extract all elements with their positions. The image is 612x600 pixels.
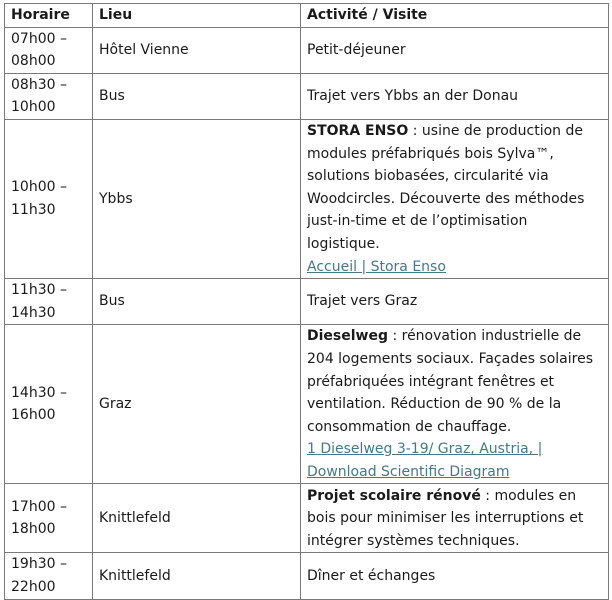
activite-cell: Dîner et échanges	[301, 553, 609, 599]
time-cell: 07h00 – 08h00	[5, 27, 93, 73]
time-cell: 11h30 – 14h30	[5, 279, 93, 325]
lieu-cell: Bus	[93, 73, 301, 119]
table-row	[5, 73, 609, 119]
header-row	[5, 4, 609, 28]
time-cell: 14h30 – 16h00	[5, 325, 93, 484]
header-activite: Activité / Visite	[301, 4, 609, 28]
table-row	[5, 553, 609, 599]
header-lieu: Lieu	[93, 4, 301, 28]
time-cell: 17h00 – 18h00	[5, 484, 93, 553]
table-row	[5, 27, 609, 73]
header-horaire: Horaire	[5, 4, 93, 28]
table-row	[5, 484, 609, 553]
activite-cell	[301, 484, 609, 553]
lieu-cell: Graz	[93, 325, 301, 484]
dieselweg-link[interactable]: 1 Dieselweg 3-19/ Graz, Austria, | Download Scientific Diagram	[307, 441, 543, 480]
lieu-cell: Bus	[93, 279, 301, 325]
lieu-cell: Knittlefeld	[93, 484, 301, 553]
activite-cell: Trajet vers Ybbs an der Donau	[301, 73, 609, 119]
lieu-cell: Hôtel Vienne	[93, 27, 301, 73]
time-cell: 19h30 – 22h00	[5, 553, 93, 599]
activite-cell	[301, 325, 609, 484]
visit-name: STORA ENSO	[307, 122, 409, 139]
visit-description: : usine de production de modules préfabriqués bois Sylva™, solutions biobasées, circularité via Woodcircles. Découverte des méthodes just-in-time et de l’optimisation logistique.	[307, 122, 585, 252]
table-row	[5, 325, 609, 484]
table-row	[5, 119, 609, 278]
lieu-cell: Knittlefeld	[93, 553, 301, 599]
activite-cell: Petit-déjeuner	[301, 27, 609, 73]
visit-description: : rénovation industrielle de 204 logements sociaux. Façades solaires préfabriquées intégrant fenêtres et ventilation. Réduction de 90 % de la consommation de chauffage.	[307, 328, 594, 435]
visit-description: : modules en bois pour minimiser les interruptions et intégrer systèmes techniques.	[307, 487, 584, 549]
time-cell: 10h00 – 11h30	[5, 119, 93, 278]
time-cell: 08h30 – 10h00	[5, 73, 93, 119]
activite-cell: Trajet vers Graz	[301, 279, 609, 325]
lieu-cell: Ybbs	[93, 119, 301, 278]
schedule-table	[4, 3, 609, 600]
stora-enso-link[interactable]: Accueil | Stora Enso	[307, 258, 446, 275]
visit-name: Projet scolaire rénové	[307, 487, 481, 504]
visit-name: Dieselweg	[307, 328, 388, 345]
activite-cell	[301, 119, 609, 278]
table-row	[5, 279, 609, 325]
